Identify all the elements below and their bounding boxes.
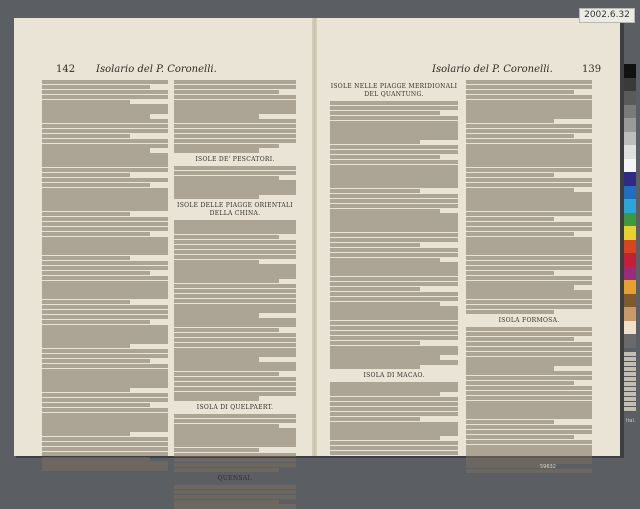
heading-isola-formosa: ISOLA FORMOSA. bbox=[498, 317, 560, 325]
color-swatch bbox=[624, 226, 636, 240]
side-note: Ital. bbox=[626, 418, 636, 424]
left-page bbox=[14, 18, 314, 482]
color-swatch bbox=[624, 253, 636, 267]
color-swatch bbox=[624, 159, 636, 173]
right-running-head: Isolario del P. Coronelli. bbox=[432, 64, 553, 75]
color-swatch bbox=[624, 64, 636, 78]
left-column-1 bbox=[42, 80, 168, 432]
color-calibration-strip bbox=[624, 64, 636, 349]
heading-isole-piagge-meridionali: ISOLE NELLE PIAGGE MERIDIONALI DEL QUANTUNG. bbox=[330, 83, 458, 98]
color-swatch bbox=[624, 307, 636, 321]
heading-isole-pescatori: ISOLE DE' PESCATORI. bbox=[195, 155, 275, 163]
color-swatch bbox=[624, 105, 636, 119]
measurement-ruler bbox=[624, 352, 636, 412]
color-swatch bbox=[624, 91, 636, 105]
right-page bbox=[314, 18, 620, 456]
color-swatch bbox=[624, 280, 636, 294]
color-swatch bbox=[624, 213, 636, 227]
color-swatch bbox=[624, 172, 636, 186]
margin-note bbox=[26, 138, 40, 142]
color-swatch bbox=[624, 240, 636, 254]
color-swatch bbox=[624, 78, 636, 92]
color-swatch bbox=[624, 321, 636, 335]
left-running-head: Isolario del P. Coronelli. bbox=[96, 64, 217, 75]
accession-number-label: 2002.6.32 bbox=[579, 8, 635, 23]
right-column-1 bbox=[330, 80, 458, 432]
color-swatch bbox=[624, 267, 636, 281]
color-swatch bbox=[624, 334, 636, 348]
right-column-2 bbox=[466, 80, 592, 432]
heading-isola-quelpaert: ISOLA DI QUELPAERT. bbox=[196, 403, 274, 411]
heading-quensai: QUENSAI. bbox=[217, 474, 253, 482]
color-swatch bbox=[624, 145, 636, 159]
color-swatch bbox=[624, 186, 636, 200]
left-column-2 bbox=[174, 80, 296, 482]
left-page-number: 142 bbox=[56, 64, 76, 75]
color-swatch bbox=[624, 294, 636, 308]
heading-isola-macao: ISOLA DI MACAO. bbox=[363, 372, 425, 380]
color-swatch bbox=[624, 118, 636, 132]
bottom-archive-code: 59632 bbox=[540, 464, 556, 470]
color-swatch bbox=[624, 199, 636, 213]
right-page-number: 139 bbox=[582, 64, 602, 75]
heading-isole-piagge-orientali: ISOLE DELLE PIAGGE ORIENTALI DELLA CHINA. bbox=[177, 202, 293, 218]
color-swatch bbox=[624, 132, 636, 146]
